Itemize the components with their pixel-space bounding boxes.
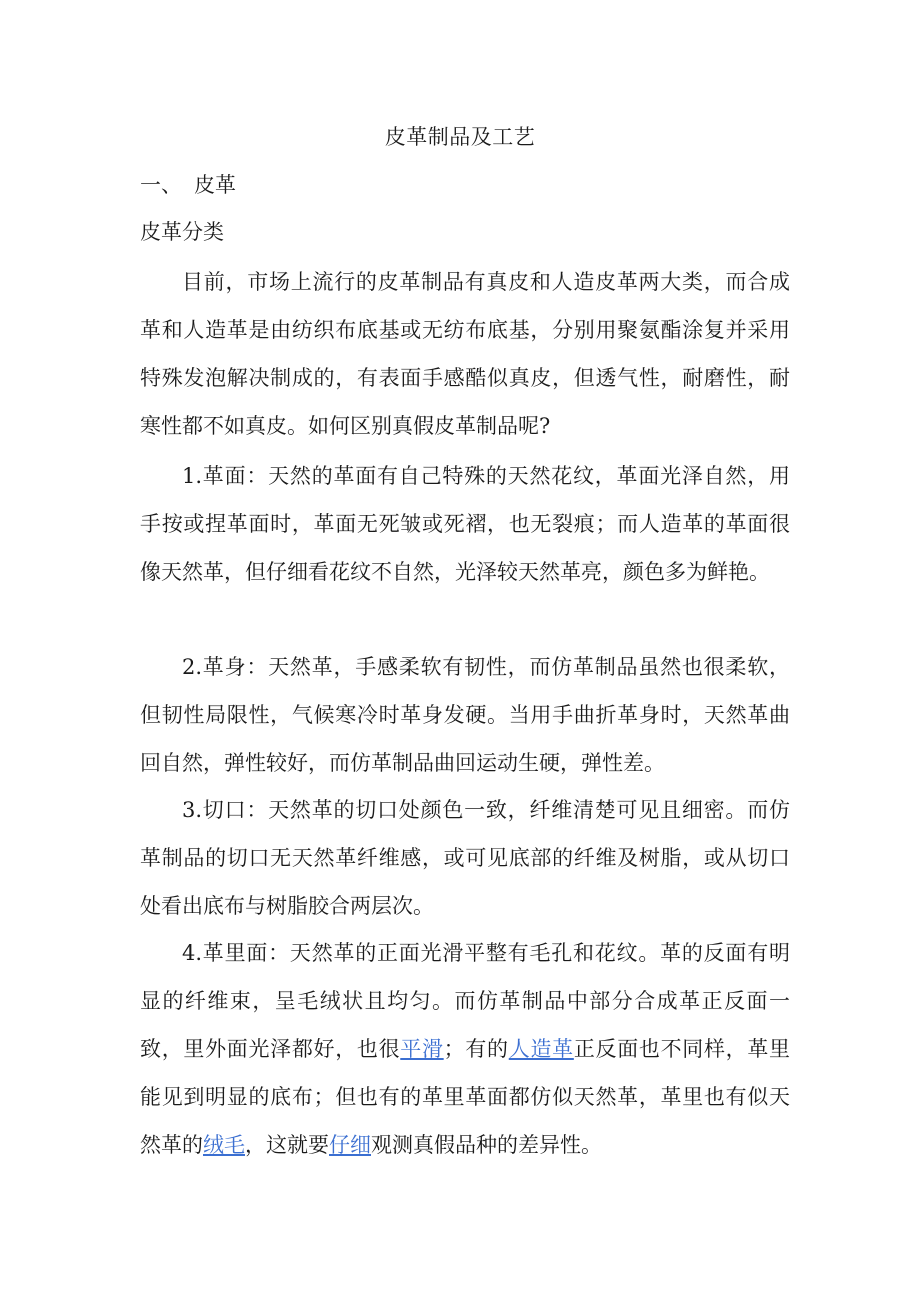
link-fluff[interactable]: 绒毛 xyxy=(203,1133,245,1157)
paragraph-leather-body: 2.革身：天然革，手感柔软有韧性，而仿革制品虽然也很柔软，但韧性局限性，气候寒冷时革身发硬。当用手曲折革身时，天然革曲回自然，弹性较好，而仿革制品曲回运动生硬，弹性差。 xyxy=(140,655,790,775)
section-number: 一、 xyxy=(140,173,182,197)
paragraph-text: 正反面也不同样，革里能见到明显的底布；但也有的革里革面都仿似天然革，革里也有似天然革的 xyxy=(140,1037,791,1157)
section-heading xyxy=(140,170,236,200)
section-label: 皮革 xyxy=(194,173,236,197)
link-careful[interactable]: 仔细 xyxy=(329,1133,371,1157)
paragraph-leather-cut: 3.切口：天然革的切口处颜色一致，纤维清楚可见且细密。而仿革制品的切口无天然革纤维感，或可见底部的纤维及树脂，或从切口处看出底布与树脂胶合两层次。 xyxy=(140,798,790,918)
paragraph-text: 4.革里面：天然革的正面光滑平整有毛孔和花纹。革的反面有明显的纤维束，呈毛绒状且均匀。而仿革制品中部分合成革正反面一致，里外面光泽都好，也很 xyxy=(140,941,790,1061)
paragraph-leather-back xyxy=(140,929,790,1169)
link-artificial-leather[interactable]: 人造革 xyxy=(508,1037,574,1061)
paragraph-text: ；有的 xyxy=(443,1037,509,1061)
paragraph-text: 观测真假品种的差异性。 xyxy=(371,1133,602,1157)
link-smooth[interactable]: 平滑 xyxy=(400,1037,444,1061)
paragraph-leather-surface: 1.革面：天然的革面有自己特殊的天然花纹，革面光泽自然，用手按或捏革面时，革面无死皱或死褶，也无裂痕；而人造革的革面很像天然革，但仔细看花纹不自然，光泽较天然革亮，颜色多为鲜艳。 xyxy=(140,464,790,584)
document-title: 皮革制品及工艺 xyxy=(384,125,536,149)
intro-paragraph: 目前，市场上流行的皮革制品有真皮和人造皮革两大类，而合成革和人造革是由纺织布底基或无纺布底基，分别用聚氨酯涂复并采用特殊发泡解决制成的，有表面手感酷似真皮，但透气性，耐磨性，耐寒性都不如真皮。如何区别真假皮革制品呢? xyxy=(140,270,790,438)
paragraph-text: ，这就要 xyxy=(245,1133,329,1157)
subsection-heading: 皮革分类 xyxy=(140,220,224,244)
